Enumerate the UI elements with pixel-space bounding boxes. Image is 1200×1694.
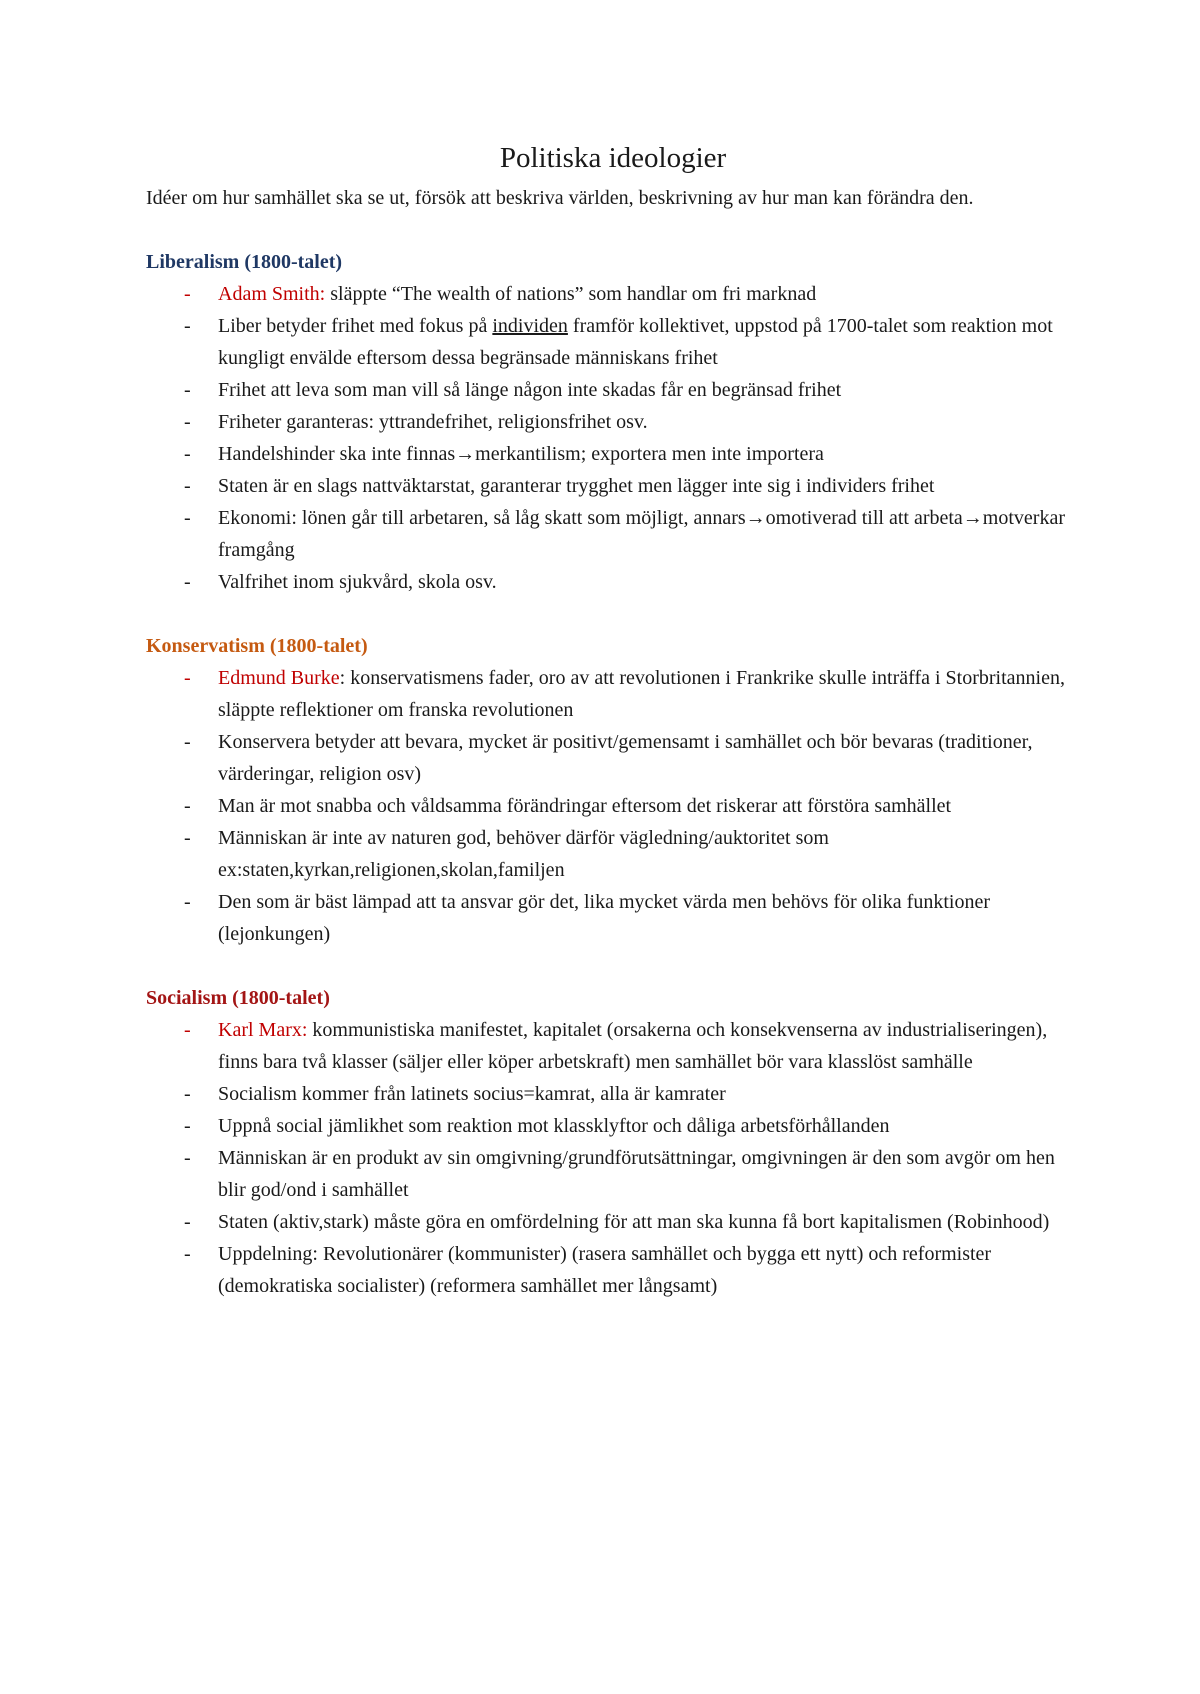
item-text: Den som är bäst lämpad att ta ansvar gör det, lika mycket värda men behövs för olika funktioner (lejonkungen) [218, 891, 990, 945]
list-item [184, 726, 1074, 790]
section-heading: Liberalism (1800-talet) [146, 251, 343, 273]
bullet-dash-icon: - [184, 731, 191, 753]
person-name: Adam Smith: [218, 283, 326, 305]
item-text: Man är mot snabba och våldsamma förändringar eftersom det riskerar att förstöra samhället [218, 795, 952, 817]
list-item [184, 278, 1074, 310]
list-item [184, 790, 1074, 822]
bullet-dash-icon: - [184, 507, 191, 529]
person-name: Karl Marx: [218, 1019, 308, 1041]
bullet-dash-icon: - [184, 891, 191, 913]
bullet-dash-icon: - [184, 1211, 191, 1233]
list-item [184, 374, 1074, 406]
list-item [184, 566, 1074, 598]
list-item [184, 1142, 1074, 1206]
item-text: framför kollektivet, uppstod på 1700-talet som reaktion mot kungligt envälde eftersom dessa begränsade människans frihet [218, 315, 1053, 369]
section-heading: Socialism (1800-talet) [146, 987, 330, 1009]
bullet-list [146, 278, 1074, 598]
list-item [184, 1110, 1074, 1142]
section-liberalism [146, 246, 1080, 598]
list-item [184, 1078, 1074, 1110]
document-title: Politiska ideologier [499, 142, 727, 174]
list-item [184, 406, 1074, 438]
bullet-dash-icon: - [184, 795, 191, 817]
section-heading: Konservatism (1800-talet) [146, 635, 368, 657]
item-text: Liber betyder frihet med fokus på [218, 315, 493, 337]
underlined-word: individen [492, 315, 568, 337]
item-text: Ekonomi: lönen går till arbetaren, så låg skatt som möjligt, annars→omotiverad till att arbeta→motverkar framgång [218, 507, 1065, 561]
item-text: Frihet att leva som man vill så länge någon inte skadas får en begränsad frihet [218, 379, 842, 401]
bullet-dash-icon: - [184, 827, 191, 849]
item-text: Uppnå social jämlikhet som reaktion mot klassklyftor och dåliga arbetsförhållanden [218, 1115, 890, 1137]
list-item [184, 502, 1074, 566]
bullet-dash-icon: - [184, 1147, 191, 1169]
item-text: Valfrihet inom sjukvård, skola osv. [218, 571, 497, 593]
bullet-dash-icon: - [184, 667, 191, 689]
bullet-dash-icon: - [184, 1083, 191, 1105]
item-text: Staten (aktiv,stark) måste göra en omfördelning för att man ska kunna få bort kapitalismen (Robinhood) [218, 1211, 1050, 1233]
item-text: Uppdelning: Revolutionärer (kommunister) (rasera samhället och bygga ett nytt) och reformister (demokratiska socialister) (reformera samhället mer långsamt) [218, 1243, 992, 1297]
list-item [184, 662, 1074, 726]
item-text: Konservera betyder att bevara, mycket är positivt/gemensamt i samhället och bör bevaras (traditioner, värderingar, religion osv) [218, 731, 1033, 785]
bullet-dash-icon: - [184, 443, 191, 465]
bullet-dash-icon: - [184, 411, 191, 433]
bullet-dash-icon: - [184, 1019, 191, 1041]
section-konservatism [146, 630, 1080, 950]
section-socialism [146, 982, 1080, 1302]
item-text: släppte “The wealth of nations” som handlar om fri marknad [325, 283, 817, 305]
list-item [184, 470, 1074, 502]
list-item [184, 886, 1074, 950]
item-text: Människan är inte av naturen god, behöver därför vägledning/auktoritet som ex:staten,kyrkan,religionen,skolan,familjen [218, 827, 829, 881]
list-item [184, 1014, 1074, 1078]
item-text: : konservatismens fader, oro av att revolutionen i Frankrike skulle inträffa i Storbritannien, släppte reflektioner om franska revolutionen [218, 667, 1065, 721]
bullet-dash-icon: - [184, 315, 191, 337]
bullet-dash-icon: - [184, 571, 191, 593]
item-text: kommunistiska manifestet, kapitalet (orsakerna och konsekvenserna av industrialiseringen), finns bara två klasser (säljer eller köper arbetskraft) men samhället bör vara klasslöst samhälle [218, 1019, 1048, 1073]
bullet-dash-icon: - [184, 1243, 191, 1265]
bullet-dash-icon: - [184, 475, 191, 497]
list-item [184, 822, 1074, 886]
list-item [184, 310, 1074, 374]
sections-container [146, 246, 1080, 1302]
bullet-dash-icon: - [184, 379, 191, 401]
item-text: Handelshinder ska inte finnas→merkantilism; exportera men inte importera [218, 443, 824, 465]
bullet-list [146, 1014, 1074, 1302]
person-name: Edmund Burke [218, 667, 340, 689]
list-item [184, 1238, 1074, 1302]
bullet-dash-icon: - [184, 1115, 191, 1137]
item-text: Friheter garanteras: yttrandefrihet, religionsfrihet osv. [218, 411, 648, 433]
item-text: Socialism kommer från latinets socius=kamrat, alla är kamrater [218, 1083, 726, 1105]
item-text: Staten är en slags nattväktarstat, garanterar trygghet men lägger inte sig i individers frihet [218, 475, 935, 497]
item-text: Människan är en produkt av sin omgivning/grundförutsättningar, omgivningen är den som avgör om hen blir god/ond i samhället [218, 1147, 1055, 1201]
bullet-dash-icon: - [184, 283, 191, 305]
document-intro: Idéer om hur samhället ska se ut, försök att beskriva världen, beskrivning av hur man kan förändra den. [146, 187, 974, 209]
list-item [184, 1206, 1074, 1238]
bullet-list [146, 662, 1074, 950]
list-item [184, 438, 1074, 470]
